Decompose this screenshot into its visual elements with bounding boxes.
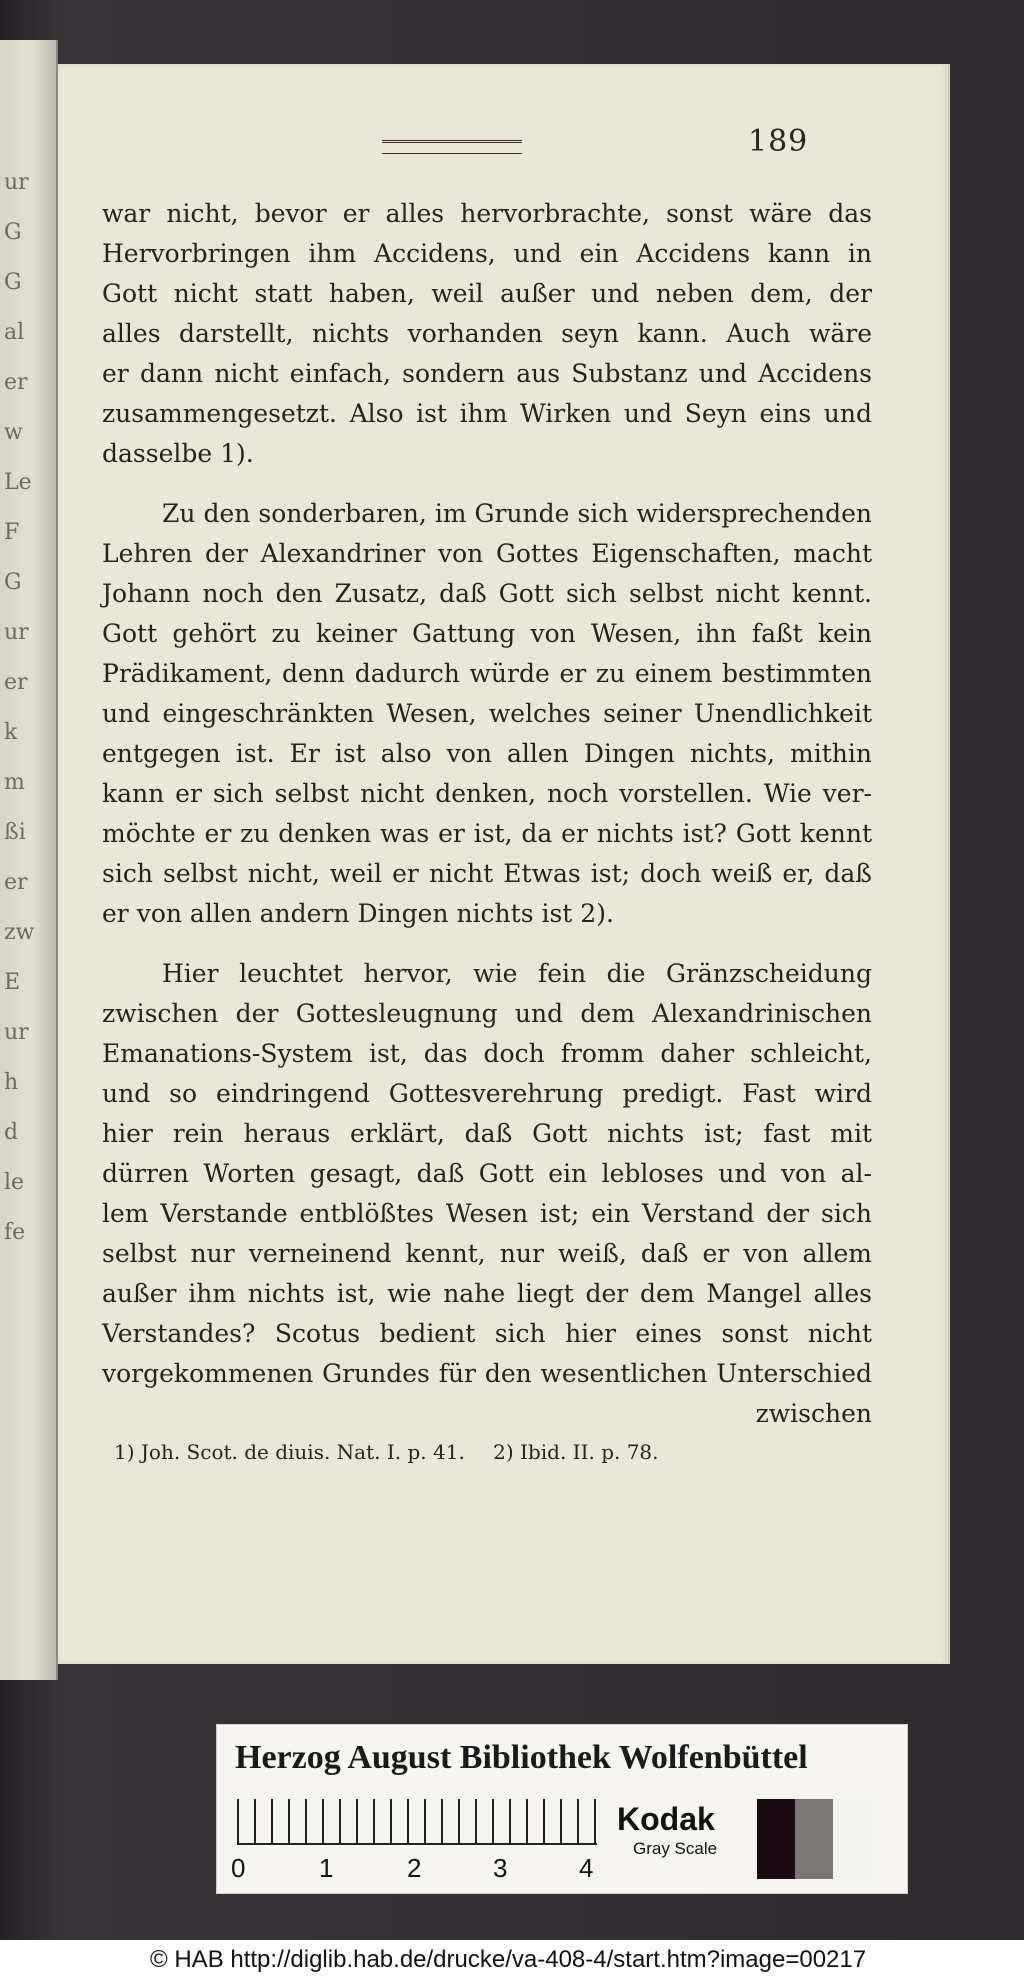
prev-page-fragment: G <box>4 220 22 245</box>
text-line: außer ihm nichts ist, wie nahe liegt der dem Mangel alles <box>102 1279 872 1308</box>
gray-swatch-mid <box>795 1799 833 1879</box>
gray-swatch-black <box>757 1799 795 1879</box>
footnote: 2) Ibid. II. p. 78. <box>493 1440 659 1464</box>
kodak-logo: Kodak <box>617 1801 715 1837</box>
prev-page-fragment: F <box>4 520 20 545</box>
prev-page-fragment: ur <box>4 1020 29 1045</box>
text-line: Lehren der Alexandriner von Gottes Eigenschaften, macht <box>102 539 872 568</box>
text-line: selbst nur verneinend kennt, nur weiß, daß er von allem <box>102 1239 872 1268</box>
color-target <box>216 1724 908 1894</box>
header-rule <box>382 140 522 154</box>
text-line: Hier leuchtet hervor, wie fein die Gränzscheidung <box>162 959 872 988</box>
text-line: alles darstellt, nichts vorhanden seyn kann. Auch wäre <box>102 319 872 348</box>
page-body <box>102 194 872 1434</box>
text-line: und so eindringend Gottesverehrung predigt. Fast wird <box>102 1079 872 1108</box>
text-line: war nicht, bevor er alles hervorbrachte, sonst wäre das <box>102 199 872 228</box>
text-line: Johann noch den Zusatz, daß Gott sich selbst nicht kennt. <box>102 579 872 608</box>
text-line: lem Verstande entblößtes Wesen ist; ein Verstand der sich <box>102 1199 872 1228</box>
prev-page-fragment: ßi <box>4 820 26 845</box>
footer-bar <box>0 1940 1024 1980</box>
prev-page-fragment: er <box>4 370 28 395</box>
prev-page-fragment: m <box>4 770 25 795</box>
text-line: er dann nicht einfach, sondern aus Substanz und Accidens <box>102 359 872 388</box>
text-line: kann er sich selbst nicht denken, noch vorstellen. Wie ver- <box>102 779 872 808</box>
prev-page-fragment: zw <box>4 920 35 945</box>
prev-page-fragment: fe <box>4 1220 26 1245</box>
ruler-number: 3 <box>493 1853 508 1883</box>
gray-scale-label: Gray Scale <box>633 1839 718 1858</box>
text-line: dasselbe 1). <box>102 439 254 468</box>
text-line: entgegen ist. Er ist also von allen Dingen nichts, mithin <box>102 739 872 768</box>
gray-swatch-white <box>833 1799 871 1879</box>
book-page <box>58 64 948 1664</box>
ruler-number: 4 <box>579 1853 594 1883</box>
copyright-link[interactable]: © HAB http://diglib.hab.de/drucke/va-408-4/start.htm?image=00217 <box>150 1946 867 1973</box>
text-line: sich selbst nicht, weil er nicht Etwas ist; doch weiß er, daß <box>102 859 872 888</box>
library-name: Herzog August Bibliothek Wolfenbüttel <box>235 1739 808 1776</box>
text-line: zusammengesetzt. Also ist ihm Wirken und Seyn eins und <box>102 399 872 428</box>
text-line: zwischen der Gottesleugnung und dem Alexandrinischen <box>102 999 872 1028</box>
prev-page-fragment: d <box>4 1120 19 1145</box>
text-line: dürren Worten gesagt, daß Gott ein lebloses und von al- <box>102 1159 872 1188</box>
prev-page-fragment: E <box>4 970 21 995</box>
prev-page-fragment: le <box>4 1170 25 1195</box>
prev-page-fragment: ur <box>4 620 29 645</box>
text-line: möchte er zu denken was er ist, da er nichts ist? Gott kennt <box>102 819 872 848</box>
text-line: Hervorbringen ihm Accidens, und ein Accidens kann in <box>102 239 872 268</box>
prev-page-fragment: k <box>4 720 18 745</box>
footnotes <box>114 1440 834 1464</box>
prev-page-fragment: G <box>4 270 22 295</box>
text-line: und eingeschränkten Wesen, welches seiner Unendlichkeit <box>102 699 872 728</box>
text-line: Zu den sonderbaren, im Grunde sich widersprechenden <box>162 499 872 528</box>
prev-page-fragment: ur <box>4 170 29 195</box>
text-line: er von allen andern Dingen nichts ist 2). <box>102 899 614 928</box>
prev-page-fragment: er <box>4 670 28 695</box>
text-line: Gott gehört zu keiner Gattung von Wesen, ihn faßt kein <box>102 619 872 648</box>
ruler-number: 1 <box>319 1853 334 1883</box>
text-line: hier rein heraus erklärt, daß Gott nichts ist; fast mit <box>102 1119 872 1148</box>
catchword: zwischen <box>755 1399 872 1428</box>
previous-page-edge <box>0 40 58 1680</box>
prev-page-fragment: h <box>4 1070 19 1095</box>
prev-page-fragment: G <box>4 570 22 595</box>
scale-ruler <box>237 1799 597 1845</box>
text-line: Gott nicht statt haben, weil außer und neben dem, der <box>102 279 872 308</box>
prev-page-fragment: er <box>4 870 28 895</box>
prev-page-fragment: al <box>4 320 25 345</box>
text-line: Emanations-System ist, das doch fromm daher schleicht, <box>102 1039 872 1068</box>
ruler-number: 0 <box>231 1853 246 1883</box>
ruler-number: 2 <box>407 1853 422 1883</box>
text-line: Verstandes? Scotus bedient sich hier eines sonst nicht <box>102 1319 872 1348</box>
text-line: Prädikament, denn dadurch würde er zu einem bestimmten <box>102 659 872 688</box>
text-line: vorgekommenen Grundes für den wesentlichen Unterschied <box>102 1359 872 1388</box>
footnote: 1) Joh. Scot. de diuis. Nat. I. p. 41. <box>114 1440 465 1464</box>
prev-page-fragment: Le <box>4 470 32 495</box>
prev-page-fragment: w <box>4 420 23 445</box>
page-number: 189 <box>748 124 809 159</box>
